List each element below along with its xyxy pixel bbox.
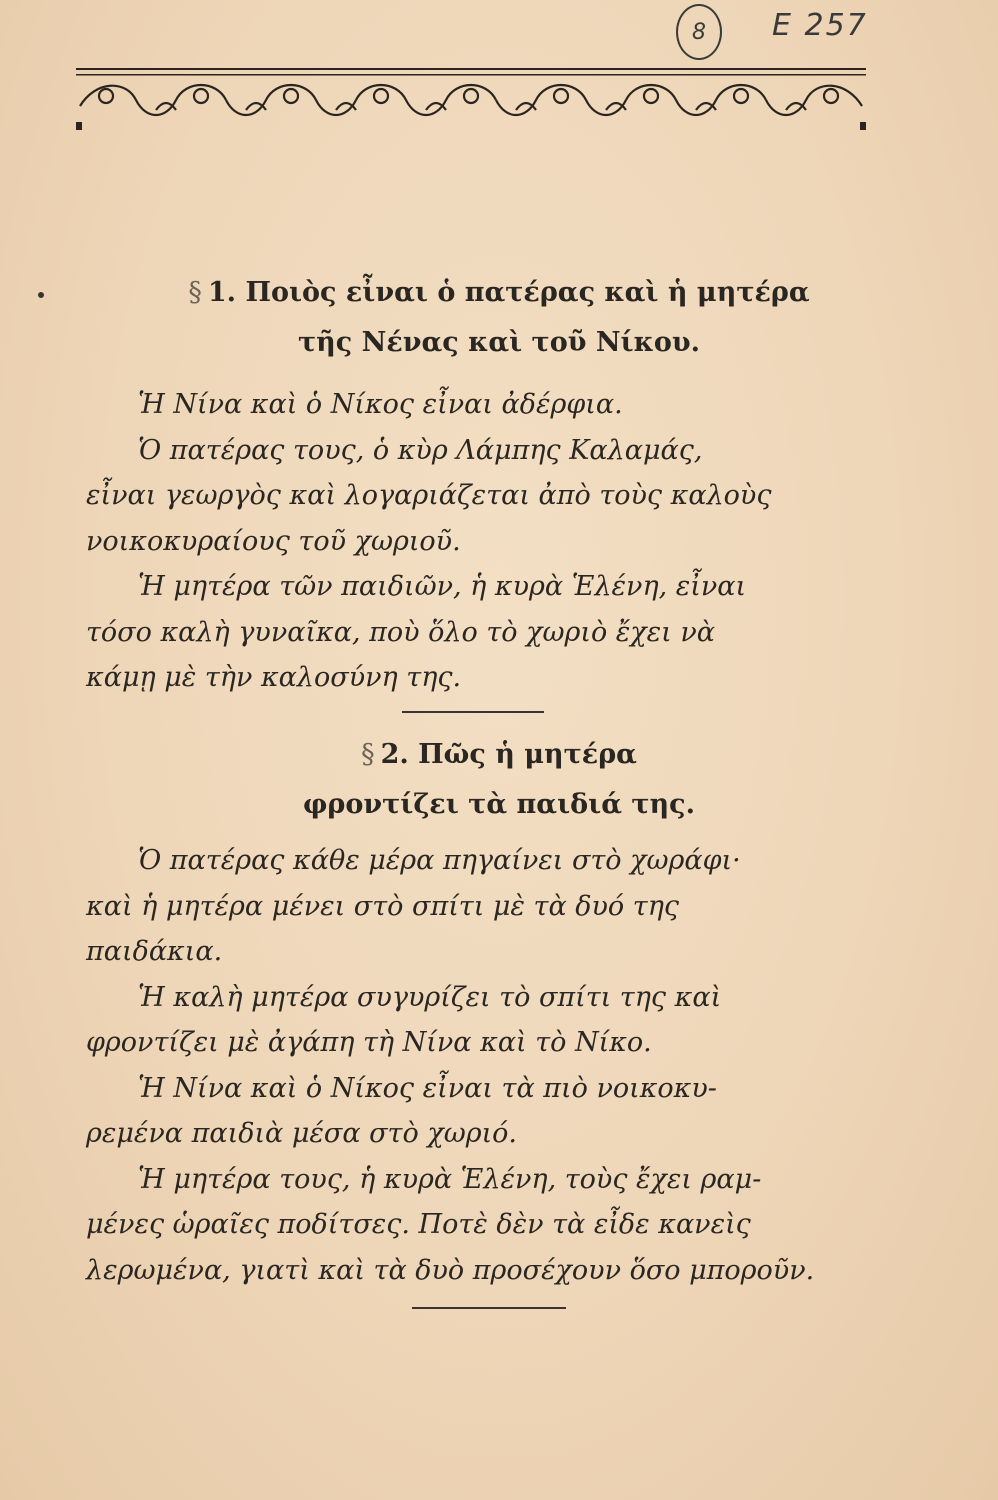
section-2-title-text: 2. Πῶς ἡ μητέρα [380, 739, 637, 770]
section-2-title-line-2: φροντίζει τὰ παιδιά της. [302, 789, 696, 820]
text-line: Ἡ μητέρα τους, ἡ κυρὰ Ἑλένη, τοὺς ἔχει ραμ- [138, 1163, 762, 1195]
section-1-title-line-1 [0, 268, 998, 318]
circled-page-number [676, 4, 722, 60]
text-line: τόσο καλὴ γυναῖκα, ποὺ ὅλο τὸ χωριὸ ἔχει νὰ [86, 616, 715, 648]
text-line: νοικοκυραίους τοῦ χωριοῦ. [86, 525, 461, 557]
decorative-border-ornament [76, 66, 866, 130]
section-2-body [86, 838, 872, 1293]
text-line: κάμῃ μὲ τὴν καλοσύνη της. [86, 662, 462, 693]
section-divider [402, 711, 544, 713]
section-1-title-text: 1. Ποιὸς εἶναι ὁ πατέρας καὶ ἡ μητέρα [207, 277, 810, 308]
circled-number-text: 8 [692, 19, 706, 45]
section-2-heading [0, 730, 998, 830]
text-line: εἶναι γεωργὸς καὶ λογαριάζεται ἀπὸ τοὺς καλοὺς [86, 480, 772, 511]
section-1-heading [0, 268, 998, 368]
text-line: ρεμένα παιδιὰ μέσα στὸ χωριό. [86, 1118, 518, 1149]
section-symbol: § [188, 277, 202, 308]
section-symbol: § [361, 739, 375, 770]
text-line: Ἡ καλὴ μητέρα συγυρίζει τὸ σπίτι της καὶ [138, 981, 722, 1013]
section-2-title-line-1 [0, 730, 998, 780]
section-1-body [86, 382, 872, 701]
text-line: Ἡ μητέρα τῶν παιδιῶν, ἡ κυρὰ Ἑλένη, εἶναι [138, 571, 747, 602]
text-line: Ὁ πατέρας κάθε μέρα πηγαίνει στὸ χωράφι· [138, 845, 741, 876]
text-line: καὶ ἡ μητέρα μένει στὸ σπίτι μὲ τὰ δυό της [86, 890, 679, 922]
text-line: παιδάκια. [86, 936, 223, 967]
text-line: φροντίζει μὲ ἀγάπη τὴ Νίνα καὶ τὸ Νίκο. [86, 1027, 652, 1058]
text-line: Ἡ Νίνα καὶ ὁ Νίκος εἶναι ἀδέρφια. [138, 389, 623, 420]
text-line: Ὁ πατέρας τους, ὁ κὺρ Λάμπης Καλαμάς, [138, 434, 703, 466]
text-line: λερωμένα, γιατὶ καὶ τὰ δυὸ προσέχουν ὅσο μποροῦν. [86, 1254, 815, 1286]
end-divider [412, 1307, 566, 1309]
section-1-title-line-2: τῆς Νένας καὶ τοῦ Νίκου. [298, 327, 700, 358]
catalog-reference: E 257 [772, 8, 868, 43]
text-line: μένες ὡραῖες ποδίτσες. Ποτὲ δὲν τὰ εἶδε κανεὶς [86, 1209, 751, 1240]
text-line: Ἡ Νίνα καὶ ὁ Νίκος εἶναι τὰ πιὸ νοικοκυ- [138, 1072, 717, 1104]
